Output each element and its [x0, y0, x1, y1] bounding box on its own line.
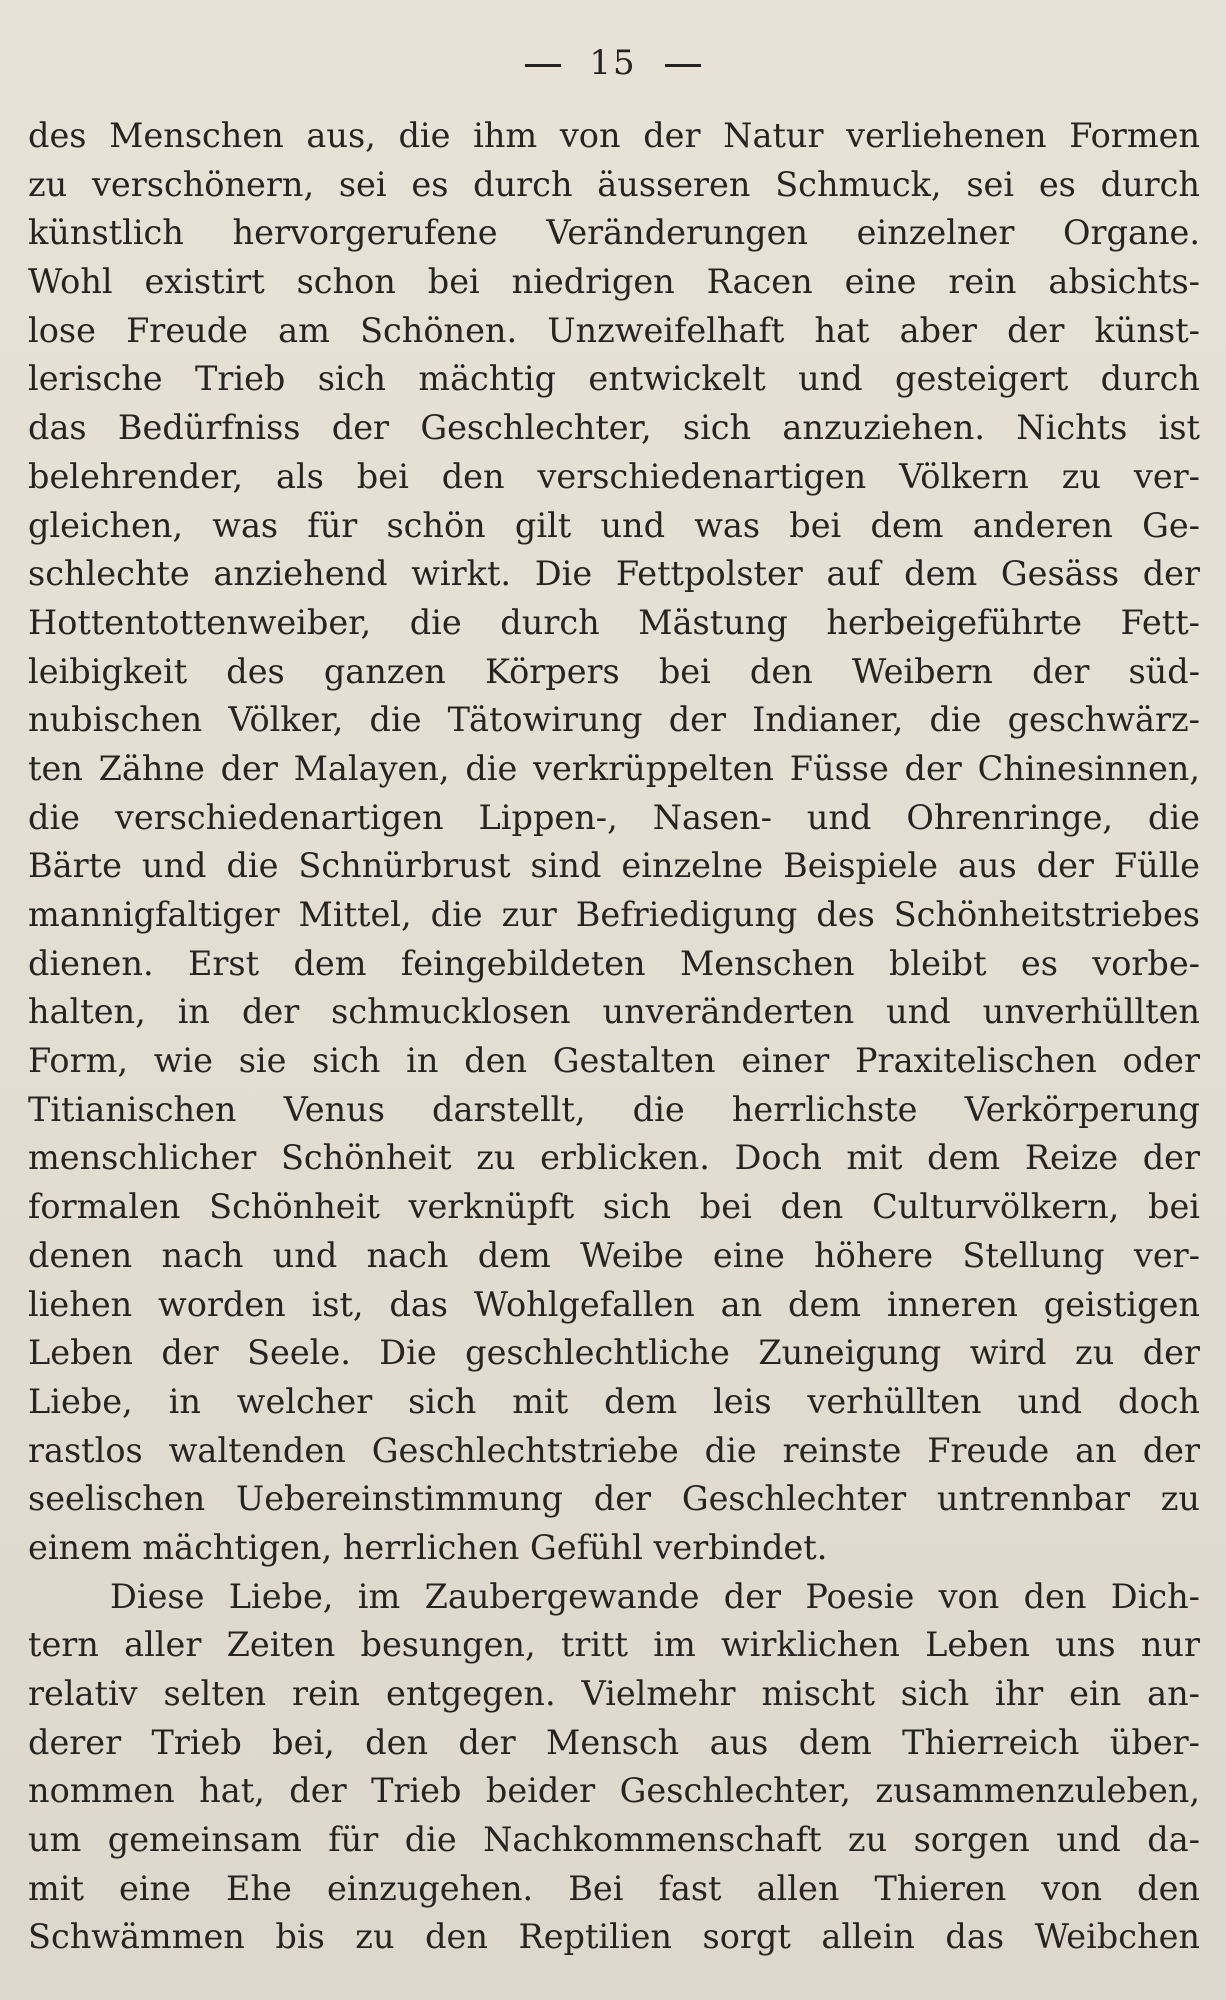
text-line: Schwämmen bis zu den Reptilien sorgt allein das Weibchen	[28, 1917, 1200, 1957]
text-line: tern aller Zeiten besungen, tritt im wirklichen Leben uns nur	[28, 1625, 1200, 1665]
text-line: menschlicher Schönheit zu erblicken. Doch mit dem Reize der	[28, 1138, 1200, 1178]
text-line: Form, wie sie sich in den Gestalten einer Praxitelischen oder	[28, 1041, 1200, 1081]
text-line: Leben der Seele. Die geschlechtliche Zuneigung wird zu der	[28, 1333, 1200, 1373]
text-line: liehen worden ist, das Wohlgefallen an dem inneren geistigen	[28, 1284, 1200, 1324]
text-line: leibigkeit des ganzen Körpers bei den Weibern der süd-	[28, 651, 1200, 691]
text-line: halten, in der schmucklosen unveränderten und unverhüllten	[28, 992, 1200, 1032]
body-text	[28, 112, 1200, 1962]
text-line: rastlos waltenden Geschlechtstriebe die reinste Freude an der	[28, 1430, 1200, 1470]
text-line: Wohl existirt schon bei niedrigen Racen eine rein absichts-	[28, 262, 1200, 302]
text-line: nubischen Völker, die Tätowirung der Indianer, die geschwärz-	[28, 700, 1200, 740]
text-line: Titianischen Venus darstellt, die herrlichste Verkörperung	[28, 1089, 1200, 1129]
text-line: dienen. Erst dem feingebildeten Menschen bleibt es vorbe-	[28, 943, 1200, 983]
text-line: Hottentottenweiber, die durch Mästung herbeigeführte Fett-	[28, 602, 1200, 642]
text-line: die verschiedenartigen Lippen-, Nasen- und Ohrenringe, die	[28, 797, 1200, 837]
text-line: zu verschönern, sei es durch äusseren Schmuck, sei es durch	[28, 164, 1200, 204]
text-line: nommen hat, der Trieb beider Geschlechter, zusammenzuleben,	[28, 1771, 1200, 1811]
text-line: derer Trieb bei, den der Mensch aus dem Thierreich über-	[28, 1722, 1200, 1762]
text-line: belehrender, als bei den verschiedenartigen Völkern zu ver-	[28, 456, 1200, 496]
text-line: lose Freude am Schönen. Unzweifelhaft hat aber der künst-	[28, 310, 1200, 350]
page-number: 15	[589, 43, 637, 83]
text-line: des Menschen aus, die ihm von der Natur verliehenen Formen	[28, 116, 1200, 155]
paragraph-start-line: Diese Liebe, im Zaubergewande der Poesie von den Dich-	[110, 1576, 1200, 1616]
text-line: Bärte und die Schnürbrust sind einzelne Beispiele aus der Fülle	[28, 846, 1200, 886]
text-line: mit eine Ehe einzugehen. Bei fast allen Thieren von den	[28, 1868, 1200, 1908]
text-line: schlechte anziehend wirkt. Die Fettpolster auf dem Gesäss der	[28, 554, 1200, 594]
text-line: um gemeinsam für die Nachkommenschaft zu sorgen und da-	[28, 1820, 1200, 1860]
text-line: gleichen, was für schön gilt und was bei dem anderen Ge-	[28, 505, 1200, 545]
text-line: formalen Schönheit verknüpft sich bei den Culturvölkern, bei	[28, 1187, 1200, 1227]
text-line: seelischen Uebereinstimmung der Geschlechter untrennbar zu	[28, 1479, 1200, 1519]
text-line: relativ selten rein entgegen. Vielmehr mischt sich ihr ein an-	[28, 1674, 1200, 1713]
text-line: ten Zähne der Malayen, die verkrüppelten Füsse der Chinesinnen,	[28, 748, 1200, 788]
page-number-header	[0, 38, 1226, 88]
dash-left	[525, 64, 561, 67]
text-line: lerische Trieb sich mächtig entwickelt und gesteigert durch	[28, 359, 1200, 399]
text-line: das Bedürfniss der Geschlechter, sich anzuziehen. Nichts ist	[28, 408, 1200, 448]
text-line: mannigfaltiger Mittel, die zur Befriedigung des Schönheitstriebes	[28, 895, 1200, 934]
text-line: künstlich hervorgerufene Veränderungen einzelner Organe.	[28, 213, 1200, 253]
text-line: Liebe, in welcher sich mit dem leis verhüllten und doch	[28, 1381, 1200, 1421]
text-line: denen nach und nach dem Weibe eine höhere Stellung ver-	[28, 1235, 1200, 1275]
paragraph-end-line: einem mächtigen, herrlichen Gefühl verbindet.	[28, 1527, 828, 1567]
dash-right	[665, 64, 701, 67]
